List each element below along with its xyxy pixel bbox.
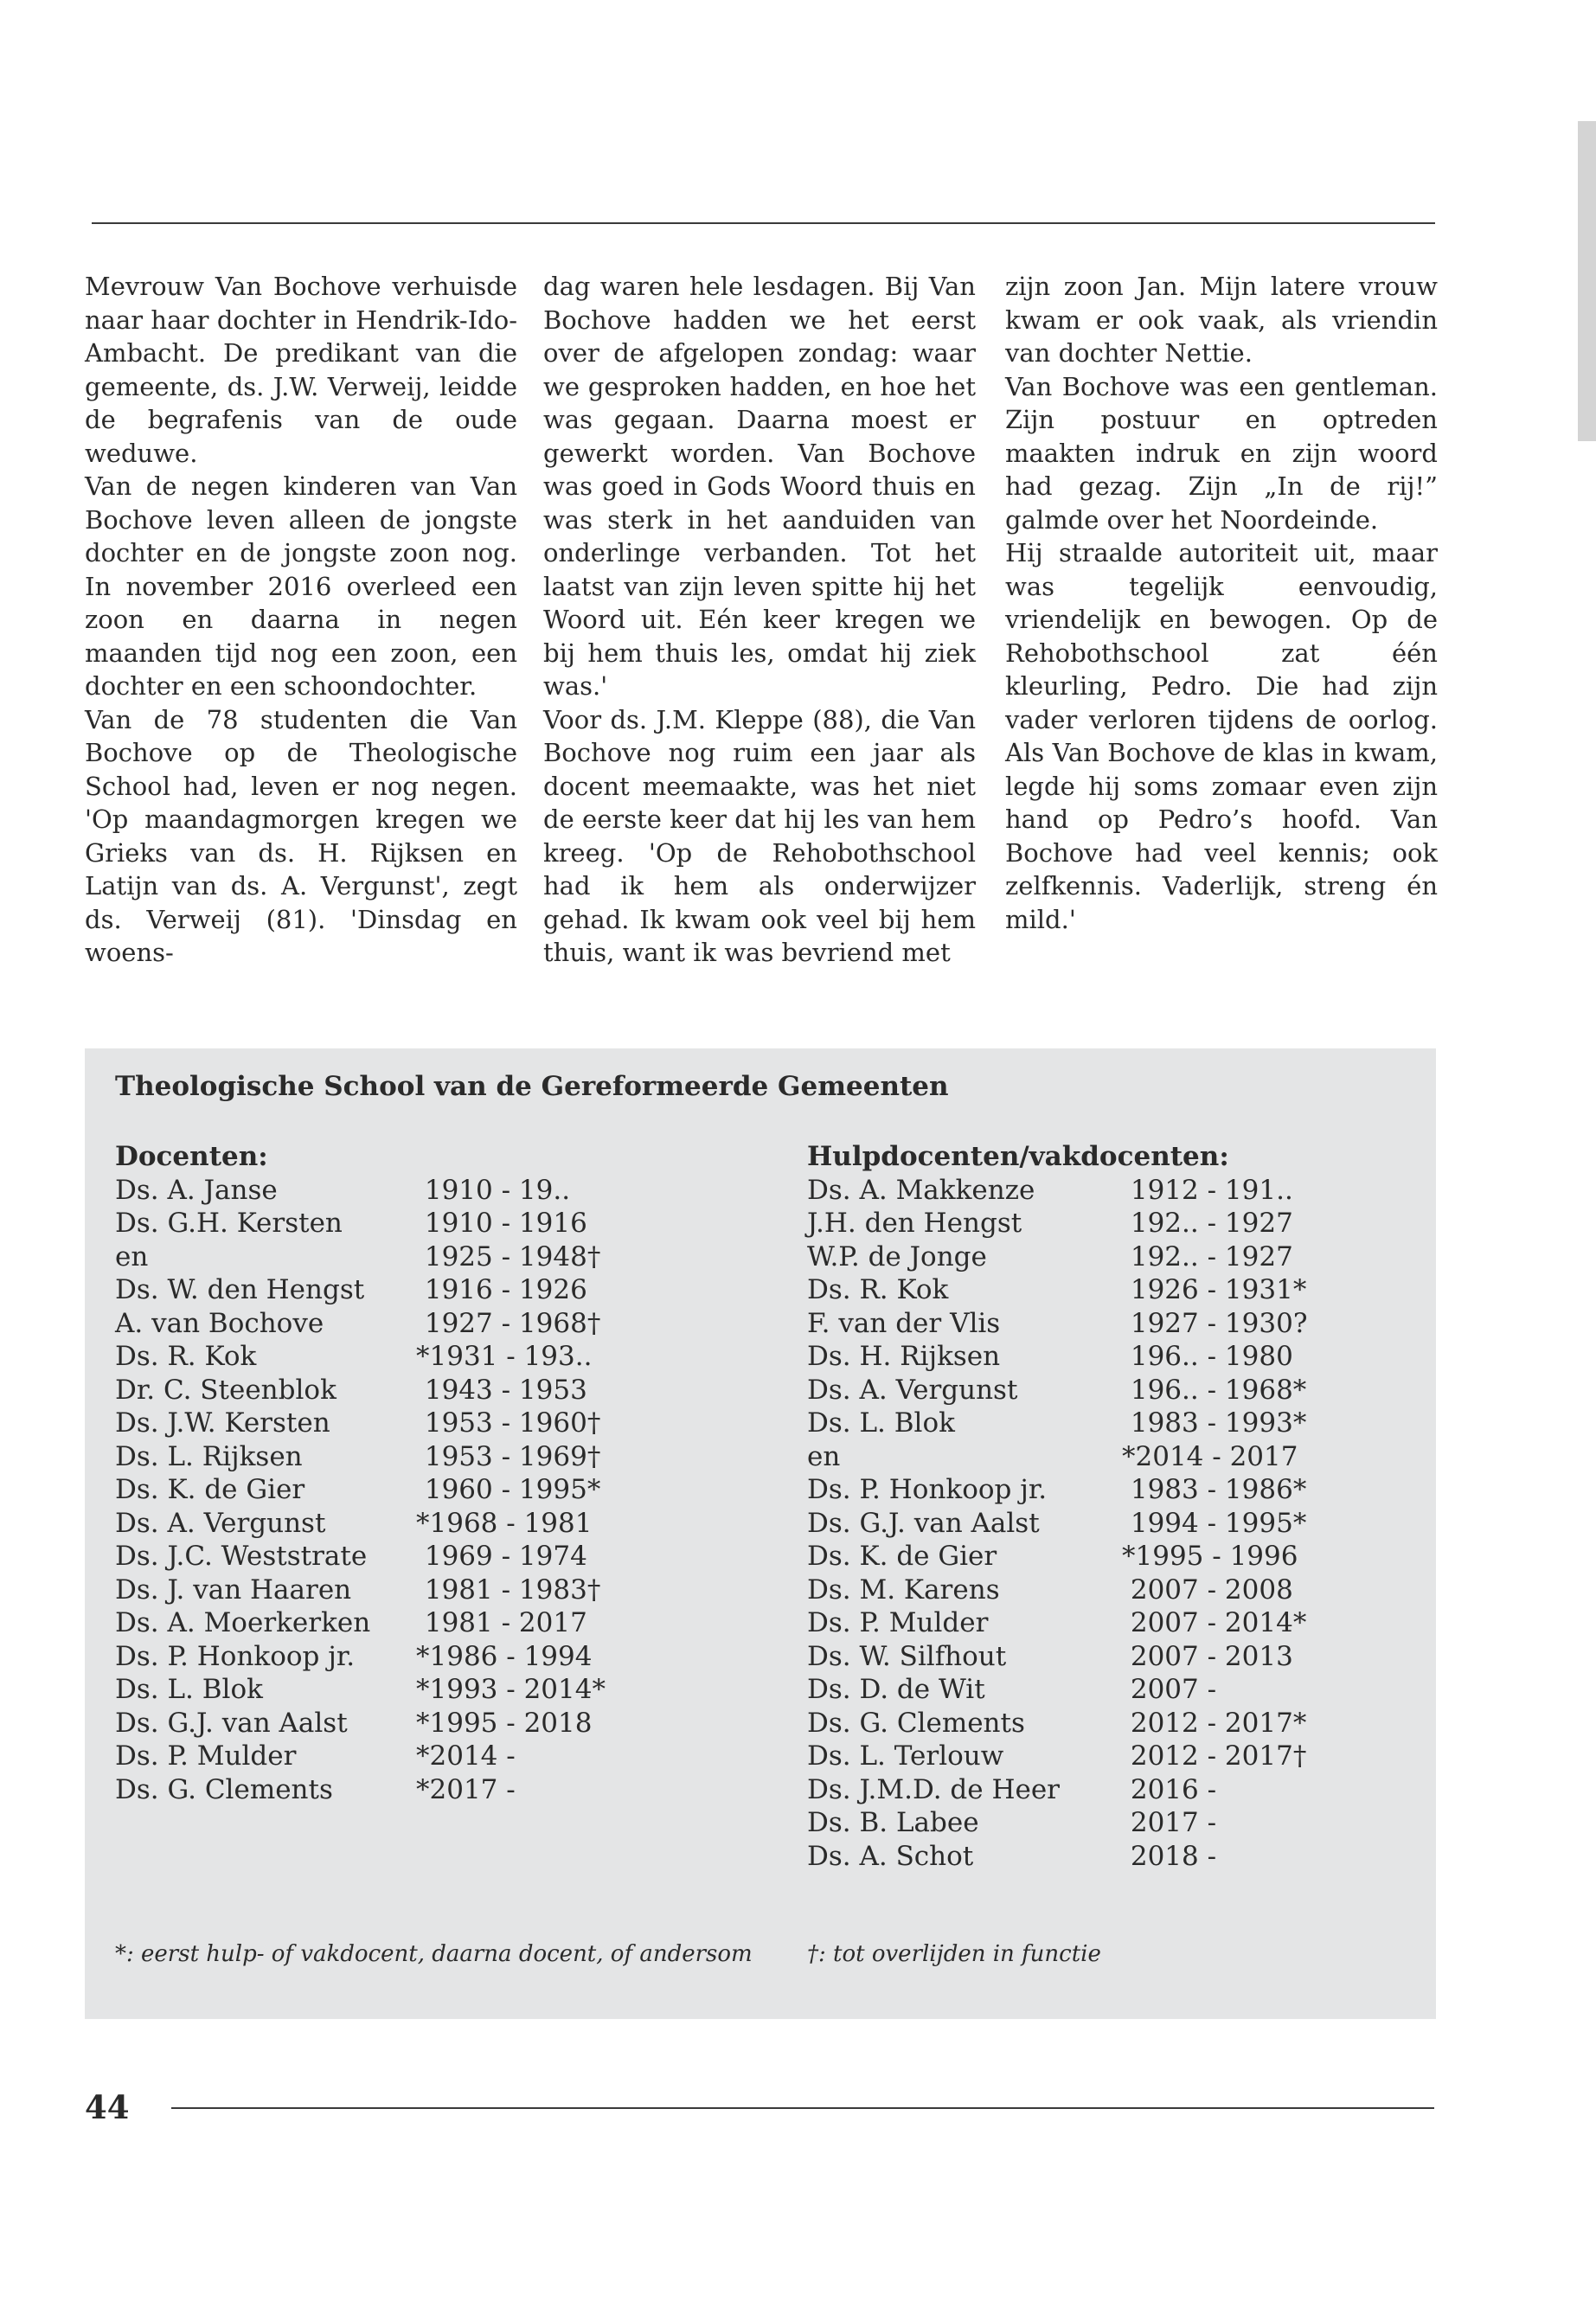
teacher-name: Ds. A. Vergunst xyxy=(807,1374,1018,1406)
teacher-name: Ds. G.J. van Aalst xyxy=(115,1707,348,1739)
list-item xyxy=(115,1473,721,1507)
teacher-years: 192.. - 1927 xyxy=(1122,1240,1293,1272)
footnote-dagger: †: tot overlijden in functie xyxy=(807,1941,1101,1967)
list-item xyxy=(115,1773,721,1807)
list-item xyxy=(115,1407,721,1440)
list-item xyxy=(115,1174,721,1208)
teacher-years: 1981 - 1983† xyxy=(416,1574,601,1606)
list-item xyxy=(807,1374,1413,1407)
list-item xyxy=(807,1773,1413,1807)
article-body xyxy=(85,270,1438,967)
list-item xyxy=(807,1507,1413,1541)
teacher-name: Ds. G. Clements xyxy=(115,1773,333,1805)
article-column-1 xyxy=(85,270,517,970)
teacher-name: Dr. C. Steenblok xyxy=(115,1374,337,1406)
teacher-years: 1943 - 1953 xyxy=(416,1374,587,1406)
paragraph: dag waren hele lesdagen. Bij Van Bochove hadden we het eerst over de afgelopen zondag: waar we gesproken hadden, en hoe het was gegaan. Daarna moest er gewerkt worden. Van Bochove was goed in Gods Woord thuis en was sterk in het aanduiden van onderlinge verbanden. Tot het laatst van zijn leven spitte hij het Woord uit. Eén keer kregen we bij hem thuis les, omdat hij ziek was.' xyxy=(543,272,976,701)
teacher-years: 2017 - xyxy=(1122,1807,1217,1838)
page-edge-tab xyxy=(1578,121,1596,441)
list-item xyxy=(807,1407,1413,1440)
teacher-years: 2012 - 2017† xyxy=(1122,1740,1307,1772)
teacher-years: 1912 - 191.. xyxy=(1122,1174,1293,1206)
teacher-years: 1981 - 2017 xyxy=(416,1607,587,1638)
list-item xyxy=(807,1673,1413,1707)
list-item xyxy=(807,1840,1413,1874)
top-rule xyxy=(92,222,1435,224)
teacher-years: *2014 - 2017 xyxy=(1122,1440,1298,1472)
list-item xyxy=(807,1707,1413,1740)
list-item xyxy=(115,1207,721,1240)
teacher-name: A. van Bochove xyxy=(115,1307,324,1339)
list-item xyxy=(115,1673,721,1707)
teacher-years: *2014 - xyxy=(416,1740,516,1772)
list-item xyxy=(807,1540,1413,1574)
teacher-years: 192.. - 1927 xyxy=(1122,1208,1293,1239)
article-column-3 xyxy=(1005,270,1438,936)
teacher-years: 2016 - xyxy=(1122,1773,1217,1805)
paragraph: Van Bochove was een gentleman. Zijn postuur en optreden maakten indruk en zijn woord had gezag. Zijn „In de rij!” galmde over het Noordeinde. xyxy=(1005,371,1438,535)
teacher-years: 1983 - 1993* xyxy=(1122,1407,1307,1439)
page-number: 44 xyxy=(85,2088,130,2126)
teacher-name: Ds. J.M.D. de Heer xyxy=(807,1773,1060,1805)
paragraph: Van de 78 studenten die Van Bochove op de Theologische School had, leven er nog negen. 'Op maandagmorgen kregen we Grieks van ds. H. Rijksen en Latijn van ds. A. Vergunst', zegt ds. Verweij (81). 'Dinsdag en woens- xyxy=(85,704,517,967)
list-item xyxy=(807,1574,1413,1607)
teacher-name: Ds. L. Blok xyxy=(807,1407,955,1439)
list-item xyxy=(115,1707,721,1740)
teacher-years: *1986 - 1994 xyxy=(416,1640,593,1672)
teacher-name: Ds. G.H. Kersten xyxy=(115,1208,343,1239)
teacher-years: 196.. - 1968* xyxy=(1122,1374,1307,1406)
paragraph: Hij straalde autoriteit uit, maar was tegelijk eenvoudig, vriendelijk en bewogen. Op de Rehobothschool zat één kleurling, Pedro. Die had zijn vader verloren tijdens de oorlog. Als Van Bochove de klas in kwam, legde hij soms zomaar even zijn hand op Pedro’s hoofd. Van Bochove had veel kennis; ook zelfkennis. Vaderlijk, streng én mild.' xyxy=(1005,538,1438,934)
list-item xyxy=(115,1740,721,1773)
teacher-years: 1926 - 1931* xyxy=(1122,1274,1307,1305)
bottom-rule xyxy=(171,2107,1434,2109)
teacher-years: *1995 - 1996 xyxy=(1122,1541,1298,1572)
list-item xyxy=(807,1307,1413,1341)
teacher-name: Ds. B. Labee xyxy=(807,1807,979,1838)
teacher-name: J.H. den Hengst xyxy=(807,1208,1022,1239)
list-item xyxy=(115,1640,721,1674)
list-item xyxy=(115,1240,721,1274)
teacher-name: Ds. H. Rijksen xyxy=(807,1341,1001,1372)
teachers-box xyxy=(85,1048,1436,2019)
list-item xyxy=(807,1806,1413,1840)
teacher-name: Ds. J.C. Weststrate xyxy=(115,1541,368,1572)
list-item xyxy=(115,1307,721,1341)
docenten-rows xyxy=(115,1174,721,1807)
list-item xyxy=(115,1540,721,1574)
footnote-star: *: eerst hulp- of vakdocent, daarna docent, of andersom xyxy=(115,1941,753,1967)
teacher-name: F. van der Vlis xyxy=(807,1307,1001,1339)
list-item xyxy=(807,1606,1413,1640)
teacher-name: Ds. P. Honkoop jr. xyxy=(807,1474,1048,1505)
paragraph: Mevrouw Van Bochove verhuisde naar haar dochter in Hendrik-Ido-Ambacht. De predikant van die gemeente, ds. J.W. Verweij, leidde de begrafenis van de oude weduwe. xyxy=(85,272,517,468)
hulpdocenten-rows xyxy=(807,1174,1413,1874)
hulpdocenten-list xyxy=(807,1140,1413,1873)
paragraph: Voor ds. J.M. Kleppe (88), die Van Bochove nog ruim een jaar als docent meemaakte, was het niet de eerste keer dat hij les van hem kreeg. 'Op de Rehobothschool had ik hem als onderwijzer gehad. Ik kwam ook veel bij hem thuis, want ik was bevriend met xyxy=(543,704,976,967)
teacher-years: 1969 - 1974 xyxy=(416,1541,587,1572)
teacher-name: Ds. A. Vergunst xyxy=(115,1507,326,1539)
teacher-name: Ds. P. Mulder xyxy=(115,1740,297,1772)
teacher-years: 1910 - 1916 xyxy=(416,1208,587,1239)
teacher-years: 1953 - 1960† xyxy=(416,1407,601,1439)
list-item xyxy=(115,1574,721,1607)
teacher-years: 2007 - 2014* xyxy=(1122,1607,1307,1638)
teacher-name: Ds. P. Mulder xyxy=(807,1607,989,1638)
teacher-name: Ds. G. Clements xyxy=(807,1707,1025,1739)
teacher-name: W.P. de Jonge xyxy=(807,1240,987,1272)
teacher-name: Ds. J.W. Kersten xyxy=(115,1407,330,1439)
list-item xyxy=(115,1374,721,1407)
teacher-name: Ds. R. Kok xyxy=(807,1274,949,1305)
list-item xyxy=(807,1240,1413,1274)
teacher-years: 1916 - 1926 xyxy=(416,1274,587,1305)
list-item xyxy=(807,1440,1413,1474)
hulpdocenten-heading: Hulpdocenten/vakdocenten: xyxy=(807,1141,1229,1172)
article-column-2 xyxy=(543,270,976,970)
list-item xyxy=(807,1473,1413,1507)
teacher-years: 1910 - 19.. xyxy=(416,1174,571,1206)
list-item xyxy=(115,1606,721,1640)
teacher-years: 196.. - 1980 xyxy=(1122,1341,1293,1372)
docenten-heading: Docenten: xyxy=(115,1141,268,1172)
teacher-name: Ds. A. Makkenze xyxy=(807,1174,1035,1206)
list-item xyxy=(807,1740,1413,1773)
teacher-name: Ds. M. Karens xyxy=(807,1574,1000,1606)
teacher-years: 1925 - 1948† xyxy=(416,1240,601,1272)
teacher-name: Ds. R. Kok xyxy=(115,1341,257,1372)
teacher-name: Ds. A. Schot xyxy=(807,1840,974,1872)
teacher-years: 1960 - 1995* xyxy=(416,1474,601,1505)
teacher-name: Ds. D. de Wit xyxy=(807,1674,985,1705)
teacher-years: *2017 - xyxy=(416,1773,516,1805)
list-item xyxy=(115,1507,721,1541)
teacher-name: Ds. G.J. van Aalst xyxy=(807,1507,1040,1539)
teacher-name: Ds. L. Rijksen xyxy=(115,1440,303,1472)
teacher-years: *1995 - 2018 xyxy=(416,1707,593,1739)
list-item xyxy=(807,1207,1413,1240)
docenten-list xyxy=(115,1140,721,1806)
teacher-name: Ds. A. Janse xyxy=(115,1174,278,1206)
list-item xyxy=(115,1273,721,1307)
paragraph: zijn zoon Jan. Mijn latere vrouw kwam er ook vaak, als vriendin van dochter Nettie. xyxy=(1005,272,1438,368)
list-item xyxy=(807,1174,1413,1208)
teacher-years: 1994 - 1995* xyxy=(1122,1507,1307,1539)
teacher-years: *1968 - 1981 xyxy=(416,1507,593,1539)
list-item xyxy=(807,1340,1413,1374)
list-item xyxy=(807,1273,1413,1307)
teacher-years: 2012 - 2017* xyxy=(1122,1707,1307,1739)
teacher-name: Ds. K. de Gier xyxy=(115,1474,305,1505)
teacher-years: 2018 - xyxy=(1122,1840,1217,1872)
teacher-name: Ds. W. Silfhout xyxy=(807,1640,1007,1672)
teacher-name: Ds. L. Terlouw xyxy=(807,1740,1004,1772)
teacher-name: Ds. J. van Haaren xyxy=(115,1574,352,1606)
teacher-years: 2007 - 2008 xyxy=(1122,1574,1293,1606)
teacher-years: 2007 - 2013 xyxy=(1122,1640,1293,1672)
teacher-name: Ds. L. Blok xyxy=(115,1674,263,1705)
box-title: Theologische School van de Gereformeerde Gemeenten xyxy=(115,1071,949,1102)
list-item xyxy=(807,1640,1413,1674)
teacher-years: 1927 - 1968† xyxy=(416,1307,601,1339)
list-item xyxy=(115,1440,721,1474)
paragraph: Van de negen kinderen van Van Bochove leven alleen de jongste dochter en de jongste zoon nog. In november 2016 overleed een zoon en daarna in negen maanden tijd nog een zoon, een dochter en een schoondochter. xyxy=(85,471,517,701)
list-item xyxy=(115,1340,721,1374)
teacher-name: Ds. P. Honkoop jr. xyxy=(115,1640,356,1672)
teacher-years: *1931 - 193.. xyxy=(416,1341,593,1372)
teacher-years: 2007 - xyxy=(1122,1674,1217,1705)
teacher-years: 1927 - 1930? xyxy=(1122,1307,1308,1339)
teacher-name: Ds. A. Moerkerken xyxy=(115,1607,371,1638)
teacher-years: *1993 - 2014* xyxy=(416,1674,606,1705)
teacher-name: Ds. W. den Hengst xyxy=(115,1274,365,1305)
teacher-name: en xyxy=(115,1240,149,1272)
teacher-years: 1953 - 1969† xyxy=(416,1440,601,1472)
teacher-name: Ds. K. de Gier xyxy=(807,1541,997,1572)
teacher-years: 1983 - 1986* xyxy=(1122,1474,1307,1505)
teacher-name: en xyxy=(807,1440,841,1472)
